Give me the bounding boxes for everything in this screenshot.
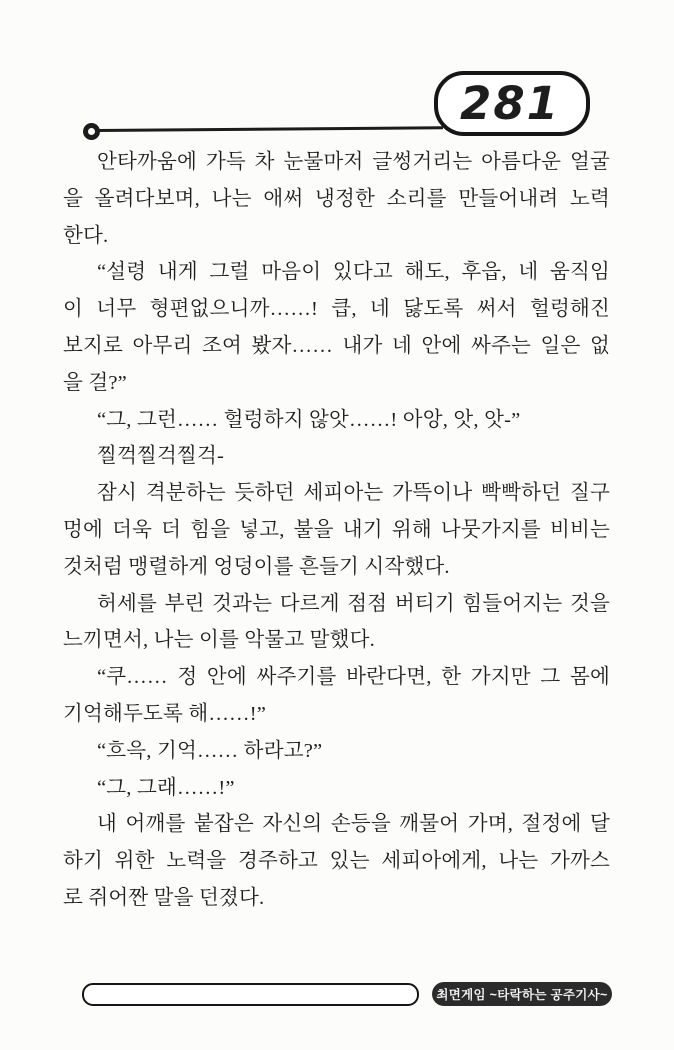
text-line: 찔꺽찔걱찔걱- bbox=[97, 445, 225, 468]
text-line: 것처럼 맹렬하게 엉덩이를 흔들기 시작했다. bbox=[63, 555, 450, 578]
text-line: 을 올려다보며, 나는 애써 냉정한 소리를 만들어내려 노력 bbox=[63, 187, 610, 210]
text-line: 이 너무 형편없으니까……! 큽, 네 닳도록 써서 헐렁해진 bbox=[63, 298, 610, 321]
book-title: 최면게임 ~타락하는 공주기사~ bbox=[436, 988, 608, 1002]
text-line: 잠시 격분하는 듯하던 세피아는 가뜩이나 빡빡하던 질구 bbox=[97, 482, 610, 505]
text-line: “쿠…… 정 안에 싸주기를 바란다면, 한 가지만 그 몸에 bbox=[97, 666, 610, 689]
text-line: 을 걸?” bbox=[63, 371, 127, 394]
text-line: “설령 내게 그럴 마음이 있다고 해도, 후읍, 네 움직임 bbox=[97, 261, 610, 284]
text-line: “그, 그런…… 헐렁하지 않앗……! 아앙, 앗, 앗-” bbox=[97, 408, 521, 431]
text-line: 내 어깨를 붙잡은 자신의 손등을 깨물어 가며, 절정에 달 bbox=[97, 813, 610, 836]
text-line: 하기 위한 노력을 경주하고 있는 세피아에게, 나는 가까스 bbox=[63, 850, 610, 873]
text-line: 보지로 아무리 조여 봤자…… 내가 네 안에 싸주는 일은 없 bbox=[63, 334, 610, 357]
body-text bbox=[63, 144, 610, 917]
text-line: 기억해두도록 해……!” bbox=[63, 702, 267, 725]
text-line: 로 쥐어짠 말을 던졌다. bbox=[63, 886, 265, 909]
page-number-badge bbox=[434, 71, 590, 136]
text-line: “흐윽, 기억…… 하라고?” bbox=[97, 739, 323, 762]
header-rule-line bbox=[97, 126, 443, 131]
text-line: 허세를 부린 것과는 다르게 점점 버티기 힘들어지는 것을 bbox=[97, 592, 610, 615]
text-line: 느끼면서, 나는 이를 악물고 말했다. bbox=[63, 629, 375, 652]
text-line: 한다. bbox=[63, 224, 109, 247]
book-title-badge bbox=[432, 982, 612, 1006]
footer-outline-pill bbox=[82, 983, 419, 1006]
text-line: 안타까움에 가득 차 눈물마저 글썽거리는 아름다운 얼굴 bbox=[97, 151, 610, 173]
text-line: “그, 그래……!” bbox=[97, 776, 235, 799]
text-line: 멍에 더욱 더 힘을 넣고, 불을 내기 위해 나뭇가지를 비비는 bbox=[63, 518, 610, 541]
page-number: 281 bbox=[460, 77, 560, 130]
